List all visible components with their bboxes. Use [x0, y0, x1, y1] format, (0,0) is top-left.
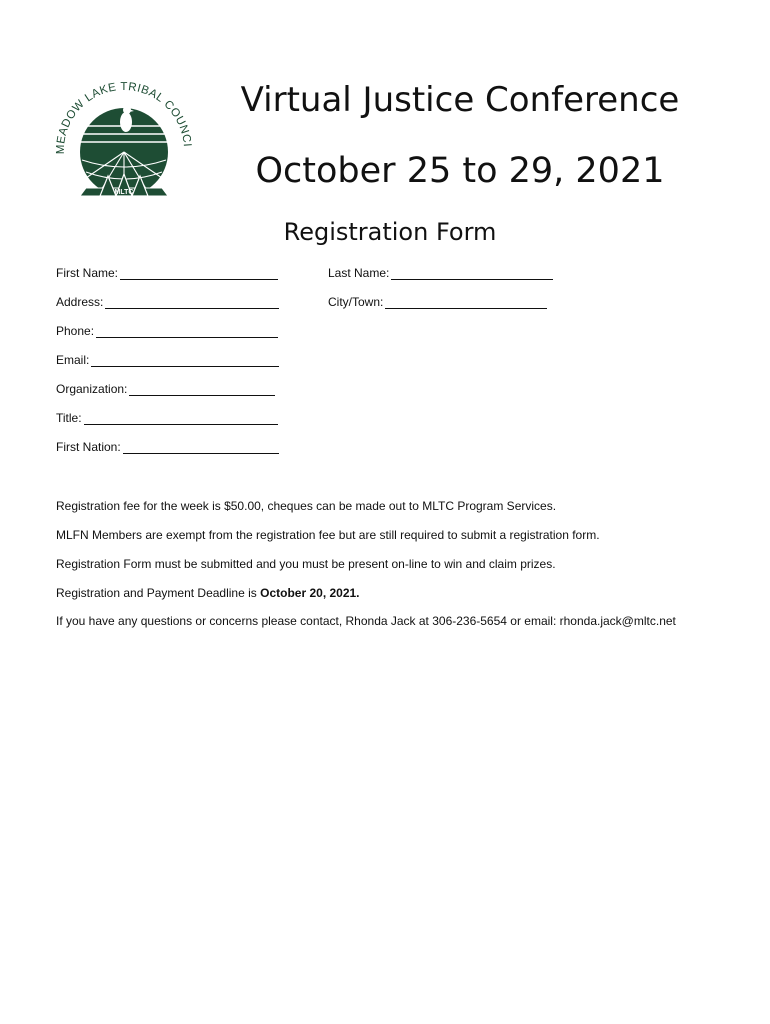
phone-field[interactable]	[56, 324, 278, 338]
organization-label: Organization:	[56, 382, 128, 396]
mltc-logo-graphic	[50, 64, 200, 204]
mltc-logo	[50, 64, 200, 204]
present-note: Registration Form must be submitted and you must be present on-line to win and claim prizes.	[56, 557, 556, 571]
last-name-label: Last Name:	[328, 266, 390, 280]
deadline-prefix: Registration and Payment Deadline is	[56, 586, 261, 600]
phone-line[interactable]	[96, 324, 278, 338]
fee-note: Registration fee for the week is $50.00, cheques can be made out to MLTC Program Services.	[56, 499, 557, 513]
first-nation-field[interactable]	[56, 440, 279, 454]
city-town-label: City/Town:	[328, 295, 384, 309]
first-name-field[interactable]	[56, 266, 278, 280]
conference-dates: October 25 to 29, 2021	[255, 151, 665, 191]
logo-initials: MLTC	[114, 189, 134, 196]
organization-field[interactable]	[56, 382, 275, 396]
address-field[interactable]	[56, 295, 279, 309]
address-line[interactable]	[105, 295, 279, 309]
city-town-line[interactable]	[385, 295, 547, 309]
last-name-field[interactable]	[328, 266, 553, 280]
exempt-note: MLFN Members are exempt from the registration fee but are still required to submit a registration form.	[56, 528, 600, 542]
conference-title: Virtual Justice Conference	[240, 80, 680, 120]
title-field[interactable]	[56, 411, 278, 425]
email-line[interactable]	[91, 353, 279, 367]
title-label: Title:	[56, 411, 82, 425]
last-name-line[interactable]	[391, 266, 553, 280]
city-town-field[interactable]	[328, 295, 547, 309]
email-label: Email:	[56, 353, 90, 367]
first-name-label: First Name:	[56, 266, 119, 280]
address-label: Address:	[56, 295, 104, 309]
logo-arc-text: MEADOW LAKE TRIBAL COUNCI	[54, 80, 193, 155]
email-field[interactable]	[56, 353, 279, 367]
form-subtitle: Registration Form	[283, 218, 497, 246]
deadline-note	[56, 586, 360, 600]
deadline-date: October 20, 2021.	[260, 586, 360, 600]
title-line[interactable]	[84, 411, 278, 425]
first-name-line[interactable]	[120, 266, 278, 280]
phone-label: Phone:	[56, 324, 95, 338]
first-nation-label: First Nation:	[56, 440, 121, 454]
first-nation-line[interactable]	[123, 440, 279, 454]
contact-note: If you have any questions or concerns please contact, Rhonda Jack at 306-236-5654 or email: rhonda.jack@mltc.net	[56, 614, 676, 628]
organization-line[interactable]	[129, 382, 275, 396]
